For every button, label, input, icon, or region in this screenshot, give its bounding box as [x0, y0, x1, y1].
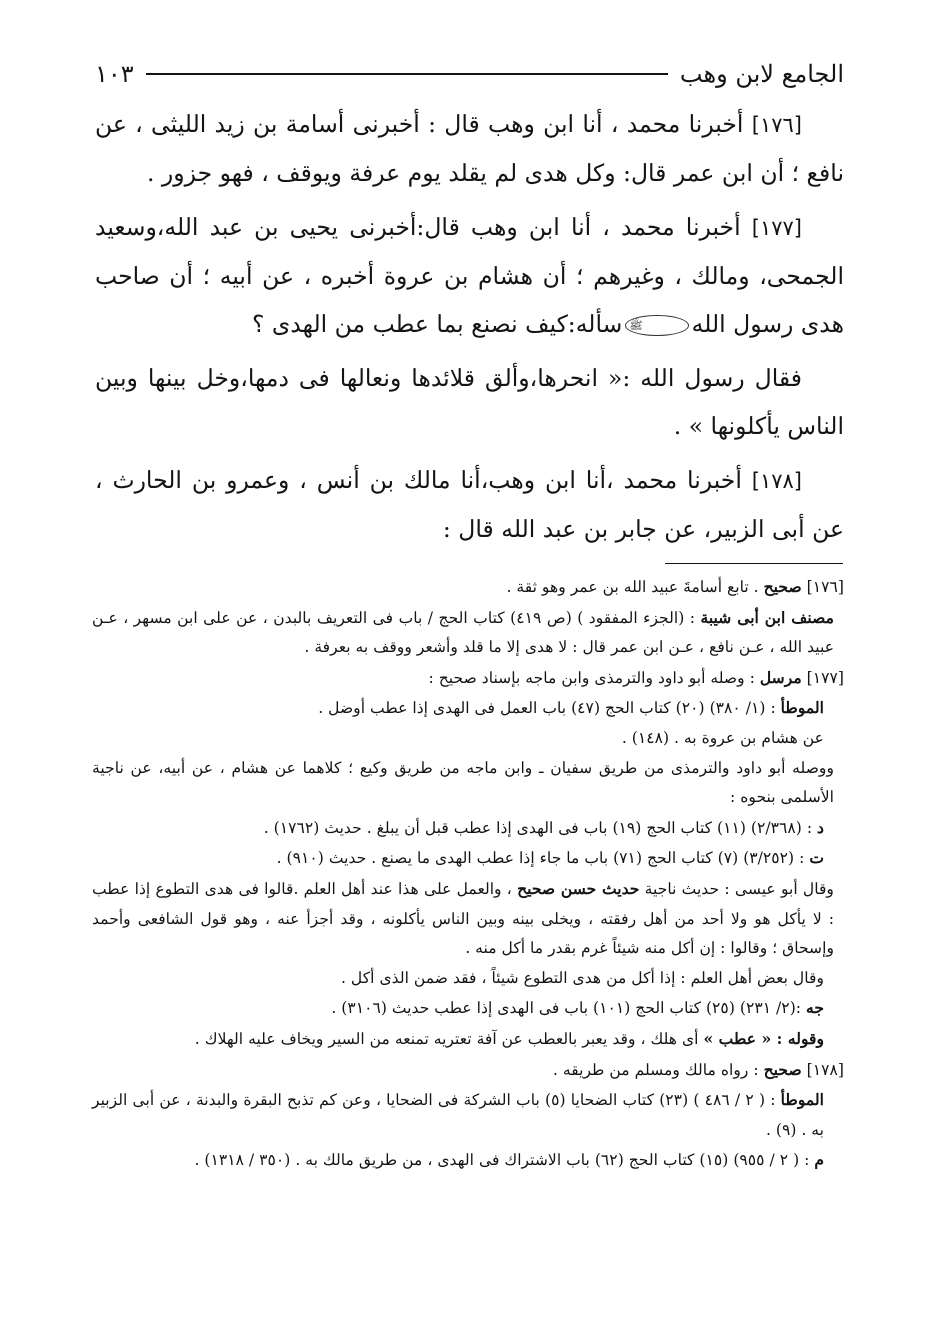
hadith-text: أخبرنا محمد ، أنا ابن وهب قال:أخبرنى يحيى بن عبد الله،وسعيد الجمحى، ومالك ، وغيرهم ؛ أن هشام بن عروة أخبره ، عن أبيه ؛ أن صاحب هدى رسول الله: [95, 213, 844, 338]
footnote-177-qawl: [92, 1024, 844, 1055]
hadith-number: [١٧٦]: [751, 113, 802, 137]
footnote-separator: [665, 563, 843, 564]
footnote-176-source: [92, 603, 844, 663]
footnote-178-muwatta: [92, 1085, 844, 1145]
footnote-177-abudawud: [92, 813, 844, 844]
hadith-178: [95, 456, 844, 553]
hadith-text: فقال رسول الله :« انحرها،وألق قلائدها ونعالها فى دمها،وخل بينها وبين الناس يأكلونها » .: [95, 364, 844, 440]
hadith-text: أخبرنا محمد ، أنا ابن وهب قال : أخبرنى أسامة بن زيد الليثى ، عن نافع ؛ أن ابن عمر قال: وكل هدى لم يقلد يوم عرفة ويوقف ، فهو جزور .: [95, 110, 844, 187]
footnote-text: أى هلك ، وقد يعبر بالعطب عن آفة تعتريه تمنعه من السير ويخاف عليه الهلاك .: [194, 1029, 699, 1048]
source-name: الموطأ: [780, 1090, 824, 1110]
running-header: [95, 56, 844, 92]
footnote-text: : ( ٢ / ٩٥٥) (١٥) كتاب الحج (٦٢) باب الاشتراك فى الهدى ، من طريق مالك به . (٣٥٠ / ١٣١٨) .: [194, 1151, 810, 1170]
footnote-text: ووصله أبو داود والترمذى من طريق سفيان ـ وابن ماجه من طريق وكيع ؛ كلاهما عن هشام ، عن أبيه، عن ناجية الأسلمى بنحوه :: [92, 758, 834, 807]
source-abbrev: د: [817, 817, 824, 837]
footnote-number: [١٧٦]: [806, 578, 844, 596]
footnote-177-line3: [92, 754, 844, 813]
source-name: مصنف ابن أبى شيبة: [700, 607, 834, 627]
hadith-number: [١٧٧]: [751, 216, 802, 240]
hadith-text: أخبرنا محمد ،أنا ابن وهب،أنا مالك بن أنس ، وعمرو بن الحارث ، عن أبى الزبير، عن جابر بن عبد الله قال :: [95, 466, 844, 543]
footnote-177-some: [92, 964, 844, 994]
source-abbrev: ت: [809, 848, 824, 868]
footnote-text: عن هشام بن عروة به . (١٤٨) .: [621, 728, 824, 747]
grade: صحيح: [763, 1059, 802, 1079]
source-abbrev: م: [814, 1150, 824, 1170]
page-number: ١٠٣: [95, 60, 134, 88]
footnote-text: : وصله أبو داود والترمذى وابن ماجه بإسناد صحيح :: [428, 668, 755, 687]
footnote-text: وقال أبو عيسى : حديث ناجية: [644, 879, 834, 898]
hadith-number: [١٧٨]: [751, 469, 802, 493]
footnote-178-muslim: [92, 1145, 844, 1176]
footnote-177-line2: [92, 724, 844, 754]
salla-symbol: ﷺ: [625, 315, 688, 336]
grade: مرسل: [759, 667, 802, 687]
main-text: [95, 100, 844, 559]
footnote-177: [92, 663, 844, 694]
footnote-177-muwatta: [92, 693, 844, 724]
footnote-text: . تابع أسامةَ عبيد الله بن عمر وهو ثقة .: [506, 578, 759, 596]
footnote-text: : رواه مالك ومسلم من طريقه .: [552, 1060, 759, 1079]
footnote-text: وقال بعض أهل العلم : إذا أكل من هدى التطوع شيئاً ، فقد ضمن الذى أكل .: [341, 968, 824, 987]
footnotes: [92, 572, 844, 1176]
gloss-term: وقوله : « عطب »: [703, 1028, 824, 1048]
footnote-178: [92, 1055, 844, 1086]
footnote-text: : (١/ ٣٨٠) (٢٠) كتاب الحج (٤٧) باب العمل فى الهدى إذا عطب أوضل .: [318, 699, 776, 718]
footnote-176: [92, 572, 844, 603]
footnote-text: : (الجزء المفقود ) (ص ٤١٩) كتاب الحج / باب فى التعريف بالبدن ، عن على ابن مسهر ، عـن عبيد الله ، عـن نافع ، عـن ابن عمر قال : لا هدى إلا ما قلد وأشعر ووقف به بعرفة .: [92, 608, 834, 657]
footnote-text: :(٢/ ٢٣١) (٢٥) كتاب الحج (١٠١) باب فى الهدى إذا عطب حديث (٣١٠٦) .: [331, 999, 802, 1018]
source-abbrev: جه: [806, 998, 824, 1018]
book-title: الجامع لابن وهب: [679, 60, 844, 88]
footnote-177-tirmidhi: [92, 843, 844, 874]
hadith-176: [95, 100, 844, 197]
footnote-text: : (٢/٣٦٨) (١١) كتاب الحج (١٩) باب فى الهدى إذا عطب قبل أن يبلغ . حديث (١٧٦٢) .: [263, 818, 813, 837]
footnote-177-abuisa: [92, 874, 844, 964]
footnote-177-ibnmajah: [92, 993, 844, 1024]
hadith-text-cont: سأله:كيف نصنع بما عطب من الهدى ؟: [251, 310, 623, 338]
footnote-text: : (٣/٢٥٢) (٧) كتاب الحج (٧١) باب ما جاء إذا عطب الهدى ما يصنع . حديث (٩١٠) .: [276, 849, 805, 868]
footnote-number: [١٧٨]: [806, 1060, 844, 1079]
grade: صحيح: [763, 577, 802, 596]
header-rule: [146, 73, 668, 75]
footnote-text-cont: ، والعمل على هذا عند أهل العلم .قالوا فى هدى التطوع إذا عطب : لا يأكل هو ولا أحد من أهل رفقته ، ويخلى بينه وبين الناس يأكلونه ، وقد أجزأ عنه ، وهو قول الشافعى وأحمد وإسحاق ؛ وقالوا : إن أكل منه شيئاً غرم بقدر ما أكل منه .: [92, 879, 834, 958]
footnote-number: [١٧٧]: [806, 668, 844, 687]
hadith-177: [95, 203, 844, 348]
grade-phrase: حديث حسن صحيح: [517, 878, 640, 898]
source-name: الموطأ: [780, 698, 824, 718]
footnote-text: : ( ٢ / ٤٨٦ ) (٢٣) كتاب الضحايا (٥) باب الشركة فى الضحايا ، وعن كم تذبح البقرة والبدنة ، عن أبى الزبير به . (٩) .: [92, 1091, 824, 1139]
hadith-177-cont: [95, 354, 844, 450]
